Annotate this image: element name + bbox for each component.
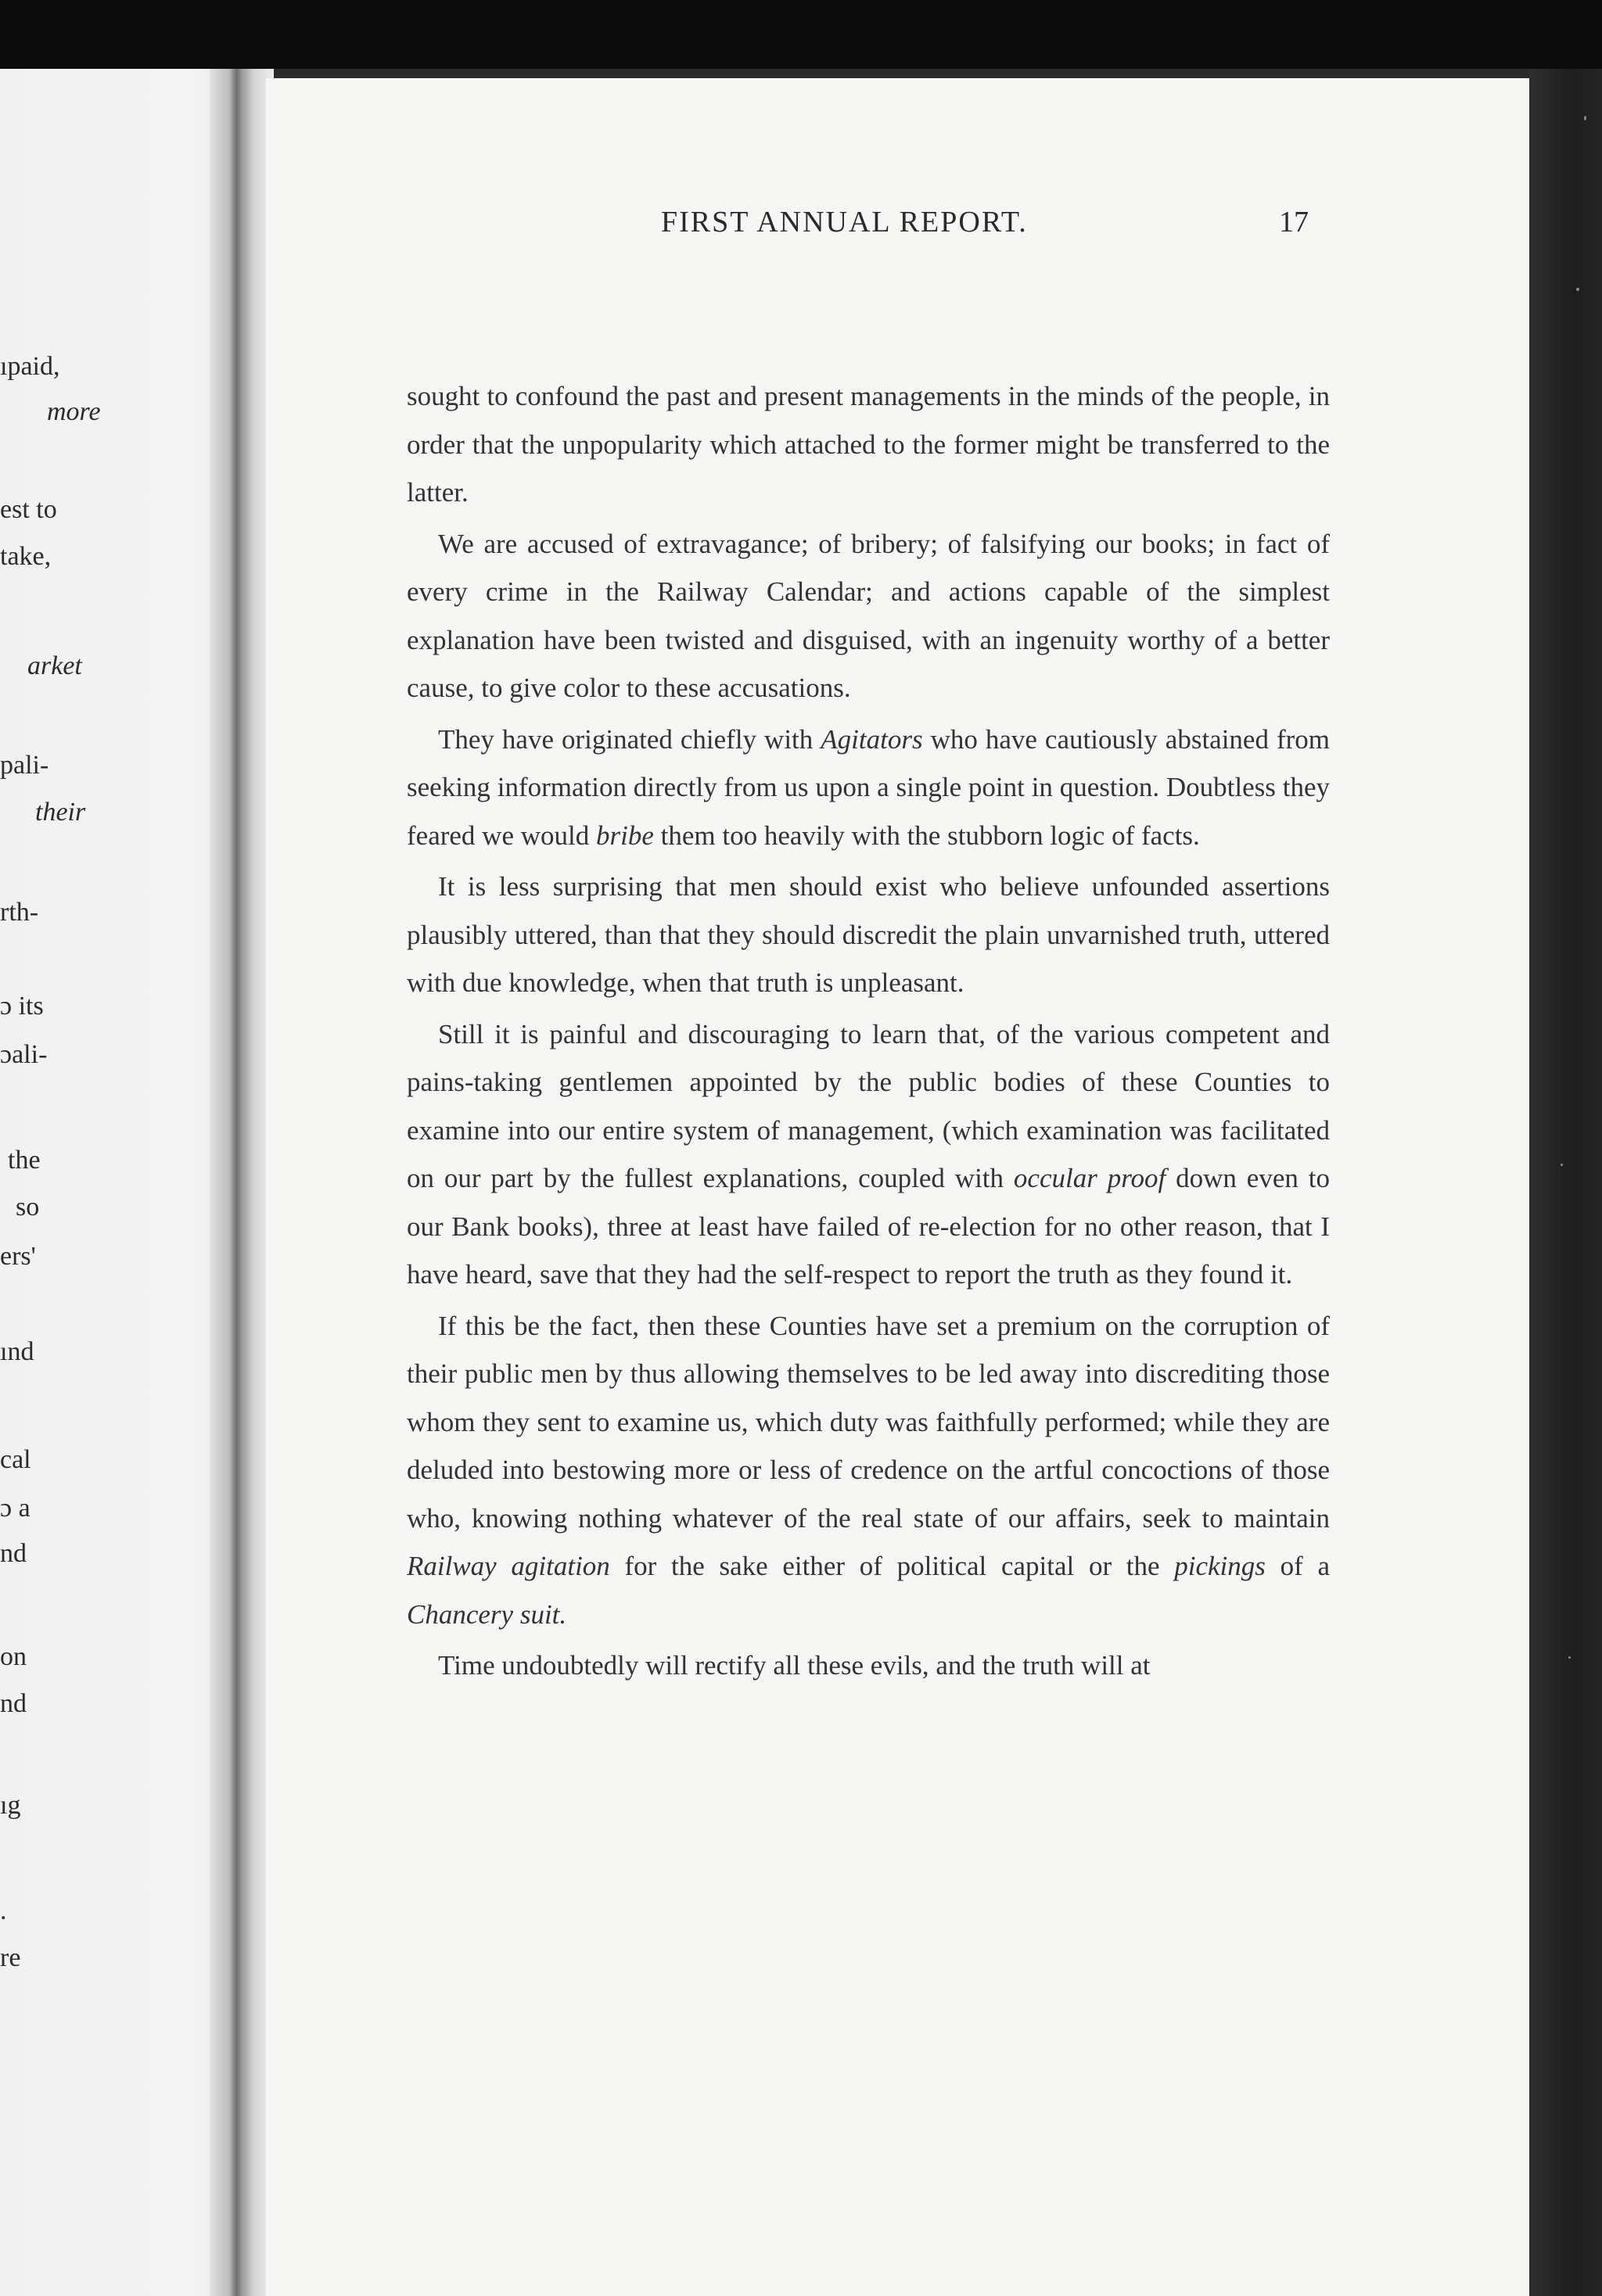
previous-page-fragment: so: [16, 1193, 40, 1222]
paragraph-text: It is less surprising that men should exist who believe unfounded assertions plausibly uttered, than that they should discredit the plain unvarnished truth, uttered with due knowledge, when that truth is unpleasant.: [407, 871, 1330, 998]
previous-page-fragment: more: [47, 397, 101, 426]
previous-page-fragment: ɔali-: [0, 1040, 48, 1069]
previous-page-fragment: take,: [0, 542, 52, 571]
italic-text: bribe: [595, 820, 654, 851]
previous-page-fragment: the: [8, 1146, 41, 1175]
paragraph-text: who have cautiously abstained from seeking information directly from us upon a single point in question. Doubtless they feared we would: [407, 723, 1330, 851]
paragraph: [407, 716, 1330, 860]
previous-page-edge: [0, 69, 236, 2296]
paragraph-text: down even to our Bank books), three at least have failed of re-election for no other reason, that I have heard, save that they had the self-respect to report the truth as they found it.: [407, 1163, 1330, 1290]
paragraph: [407, 1302, 1330, 1639]
paragraph-text: of a: [1265, 1551, 1330, 1581]
paragraph: [407, 863, 1330, 1007]
dust-speck: [1576, 288, 1579, 291]
paragraph-text: Time undoubtedly will rectify all these evils, and the truth will at: [438, 1650, 1151, 1681]
previous-page-fragment: pali-: [0, 751, 49, 780]
book-gutter: [210, 69, 274, 2296]
previous-page-fragment: ıpaid,: [0, 352, 60, 381]
paragraph-text: They have originated chiefly with: [438, 723, 821, 755]
paragraph-text: sought to confound the past and present managements in the minds of the people, in order that the unpopularity which attached to the former might be transferred to the latter.: [407, 381, 1330, 508]
previous-page-fragment: ıg: [0, 1791, 21, 1820]
paragraph-text: Still it is painful and discouraging to learn that, of the various competent and pains-taking gentlemen appointed by the public bodies of these Counties to examine into our entire system of management, (which examination was facilitated on our part by the fullest explanations, coupled with: [407, 1018, 1330, 1193]
previous-page-fragment: est to: [0, 495, 57, 524]
paragraph: [407, 1641, 1330, 1690]
italic-text: occular proof: [1013, 1163, 1166, 1193]
dust-speck: [1561, 1164, 1563, 1166]
previous-page-fragment: nd: [0, 1539, 27, 1568]
previous-page-fragment: arket: [27, 651, 82, 680]
dust-speck: [1568, 1656, 1571, 1659]
previous-page-fragment: ɔ its: [0, 992, 44, 1021]
italic-text: pickings: [1174, 1551, 1266, 1581]
previous-page-fragment: their: [35, 798, 86, 827]
previous-page-fragment: ɔ a: [0, 1494, 31, 1523]
previous-page-fragment: nd: [0, 1689, 27, 1718]
scan-right-border: [1529, 69, 1602, 2296]
dust-speck: [1584, 116, 1586, 120]
body-text: [407, 372, 1330, 1693]
italic-text: Chancery suit.: [407, 1598, 567, 1630]
paragraph: [407, 520, 1330, 712]
previous-page-fragment: ers': [0, 1242, 36, 1271]
previous-page-fragment: cal: [0, 1445, 31, 1474]
previous-page-fragment: re: [0, 1943, 21, 1972]
paragraph: [407, 1010, 1330, 1299]
scan-top-border: [0, 0, 1602, 69]
running-title: FIRST ANNUAL REPORT.: [661, 206, 1028, 239]
previous-page-fragment: ınd: [0, 1337, 34, 1366]
page-number: 17: [1279, 206, 1309, 239]
previous-page-fragment: rth-: [0, 898, 39, 927]
paragraph: [407, 372, 1330, 517]
previous-page-fragment: .: [0, 1896, 7, 1925]
previous-page-fragment: on: [0, 1642, 27, 1671]
paragraph-text: for the sake either of political capital or the: [609, 1551, 1175, 1581]
italic-text: Railway agitation: [407, 1551, 610, 1581]
italic-text: Agitators: [821, 723, 923, 755]
paragraph-text: If this be the fact, then these Counties have set a premium on the corruption of their public men by thus allowing themselves to be led away into discrediting those whom they sent to examine us, which duty was faithfully performed; while they are deluded into bestowing more or less of credence on the artful concoctions of those who, knowing nothing whatever of the real state of our affairs, seek to maintain: [407, 1310, 1330, 1534]
paragraph-text: We are accused of extravagance; of bribery; of falsifying our books; in fact of every crime in the Railway Calendar; and actions capable of the simplest explanation have been twisted and disguised, with an ingenuity worthy of a better cause, to give color to these accusations.: [407, 528, 1330, 703]
paragraph-text: them too heavily with the stubborn logic of facts.: [653, 820, 1200, 851]
